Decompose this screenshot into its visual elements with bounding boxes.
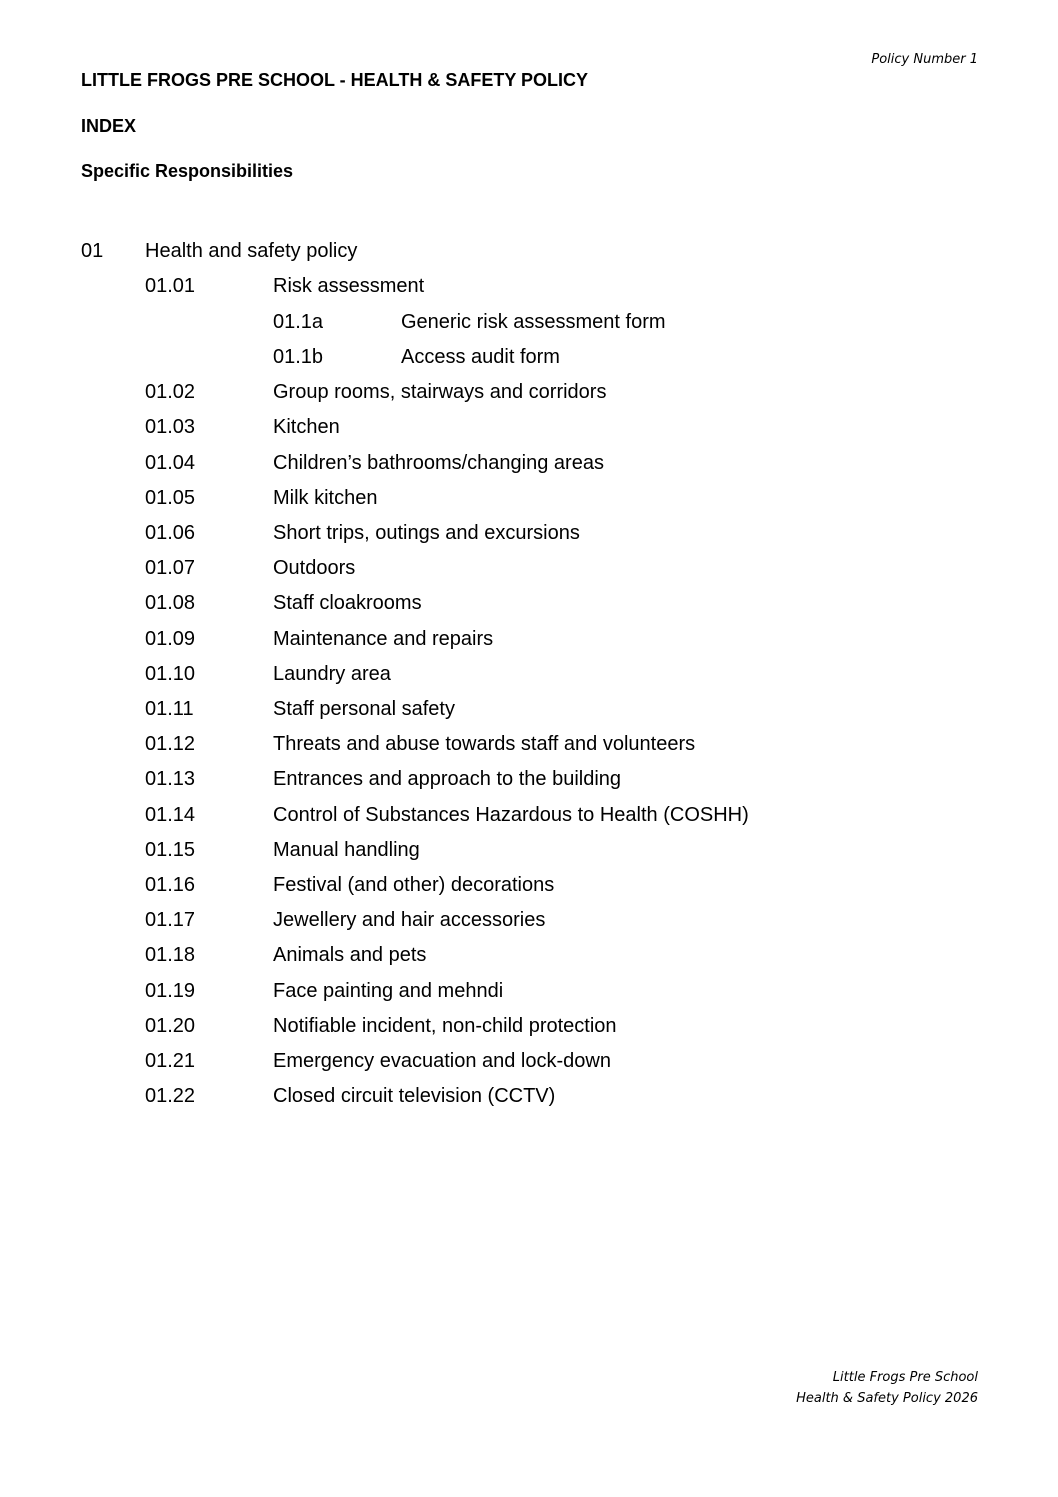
toc-label: Animals and pets [273, 944, 427, 966]
toc-label: Outdoors [273, 557, 356, 579]
toc-number: 01.19 [145, 980, 196, 1002]
toc-number: 01.20 [145, 1015, 196, 1037]
footer-policy-name: Health & Safety Policy 2026 [796, 1391, 978, 1406]
toc-label: Threats and abuse towards staff and volunteers [273, 733, 696, 755]
index-heading: INDEX [81, 116, 137, 136]
section-subheading: Specific Responsibilities [81, 161, 294, 181]
toc-label: Health and safety policy [145, 240, 358, 262]
toc-number: 01.17 [145, 909, 196, 931]
toc-number: 01.09 [145, 628, 196, 650]
toc-number: 01.06 [145, 522, 196, 544]
toc-label: Festival (and other) decorations [273, 874, 555, 896]
toc-number: 01.15 [145, 839, 196, 861]
document-title: LITTLE FROGS PRE SCHOOL - HEALTH & SAFETY POLICY [81, 70, 589, 90]
toc-label: Laundry area [273, 663, 391, 685]
toc-number: 01 [81, 240, 104, 262]
toc-number: 01.18 [145, 944, 196, 966]
footer-school-name: Little Frogs Pre School [832, 1370, 978, 1385]
toc-number: 01.10 [145, 663, 196, 685]
toc-number: 01.21 [145, 1050, 196, 1072]
toc-number: 01.13 [145, 768, 196, 790]
toc-number: 01.03 [145, 416, 196, 438]
toc-label: Control of Substances Hazardous to Health (COSHH) [273, 804, 749, 826]
toc-number: 01.22 [145, 1085, 196, 1107]
toc-number: 01.14 [145, 804, 196, 826]
toc-label: Face painting and mehndi [273, 980, 504, 1002]
toc-number: 01.11 [145, 698, 194, 720]
toc-label: Children’s bathrooms/changing areas [273, 452, 604, 474]
page-footer [796, 1367, 978, 1409]
toc-number: 01.1b [273, 346, 324, 368]
toc-label: Staff cloakrooms [273, 592, 422, 614]
toc-label: Entrances and approach to the building [273, 768, 622, 790]
toc-number: 01.16 [145, 874, 196, 896]
toc-label: Notifiable incident, non-child protection [273, 1015, 617, 1037]
toc-label: Kitchen [273, 416, 340, 438]
toc-label: Risk assessment [273, 275, 425, 297]
toc-label: Group rooms, stairways and corridors [273, 381, 607, 403]
toc-number: 01.08 [145, 592, 196, 614]
toc-number: 01.02 [145, 381, 196, 403]
toc-label: Closed circuit television (CCTV) [273, 1085, 556, 1107]
toc-label: Maintenance and repairs [273, 628, 494, 650]
toc-label: Milk kitchen [273, 487, 378, 509]
toc-number: 01.04 [145, 452, 196, 474]
toc-label: Short trips, outings and excursions [273, 522, 580, 544]
toc-number: 01.12 [145, 733, 196, 755]
toc-number: 01.01 [145, 275, 196, 297]
toc-number: 01.1a [273, 311, 324, 333]
toc-label: Jewellery and hair accessories [273, 909, 546, 931]
toc-label: Generic risk assessment form [401, 311, 666, 333]
toc-label: Manual handling [273, 839, 420, 861]
toc-number: 01.05 [145, 487, 196, 509]
toc-label: Access audit form [401, 346, 560, 368]
toc-label: Emergency evacuation and lock-down [273, 1050, 611, 1072]
toc-number: 01.07 [145, 557, 196, 579]
policy-number: Policy Number 1 [871, 52, 978, 67]
toc-label: Staff personal safety [273, 698, 455, 720]
